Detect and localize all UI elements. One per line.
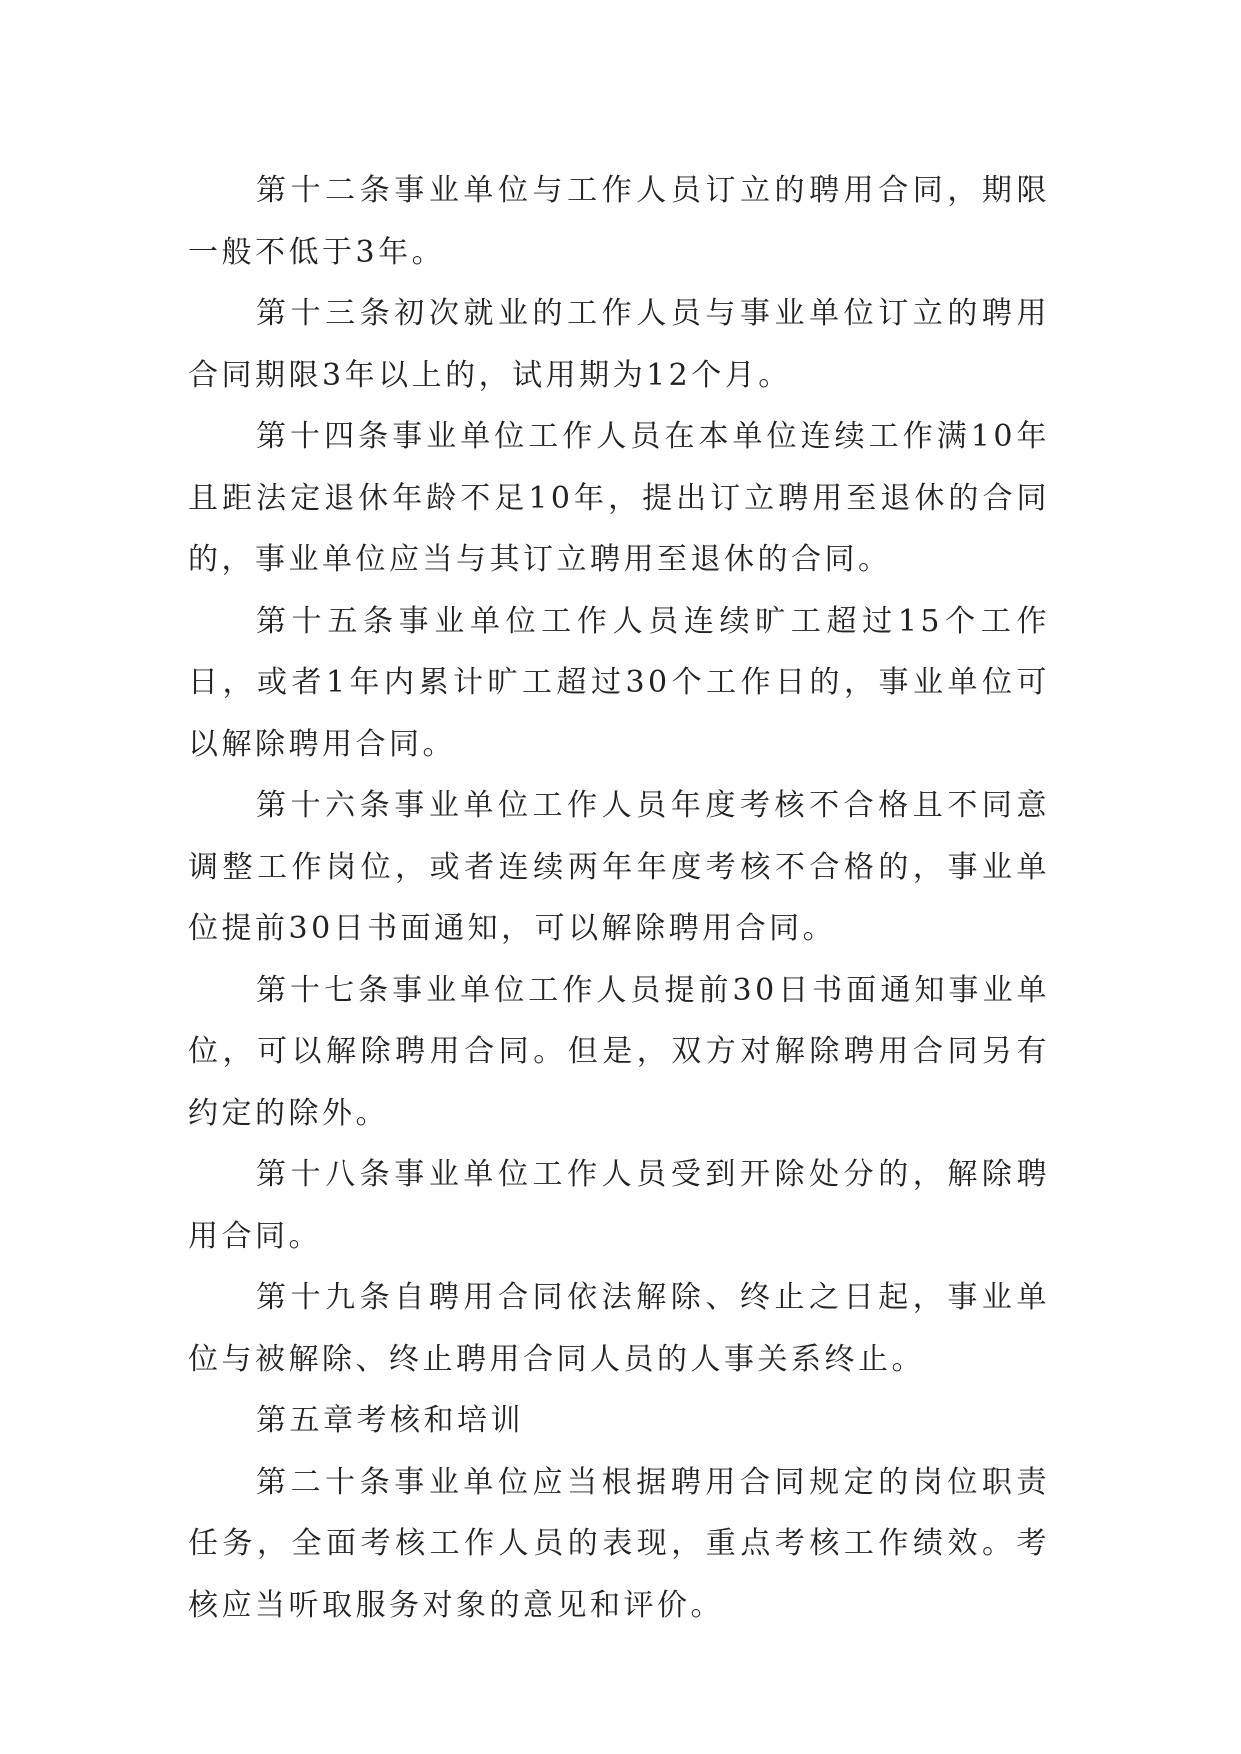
- article-18: 第十八条事业单位工作人员受到开除处分的，解除聘用合同。: [188, 1157, 1050, 1254]
- article-14: 第十四条事业单位工作人员在本单位连续工作满10年且距法定退休年龄不足10年，提出订立聘用至退休的合同的，事业单位应当与其订立聘用至退休的合同。: [188, 419, 1050, 577]
- article-16: 第十六条事业单位工作人员年度考核不合格且不同意调整工作岗位，或者连续两年年度考核不合格的，事业单位提前30日书面通知，可以解除聘用合同。: [188, 788, 1050, 946]
- article-13: 第十三条初次就业的工作人员与事业单位订立的聘用合同期限3年以上的，试用期为12个月。: [188, 296, 1050, 393]
- article-12: 第十二条事业单位与工作人员订立的聘用合同，期限一般不低于3年。: [188, 173, 1050, 270]
- article-19: 第十九条自聘用合同依法解除、终止之日起，事业单位与被解除、终止聘用合同人员的人事关系终止。: [188, 1280, 1050, 1377]
- article-15: 第十五条事业单位工作人员连续旷工超过15个工作日，或者1年内累计旷工超过30个工作日的，事业单位可以解除聘用合同。: [188, 603, 1050, 762]
- article-17: 第十七条事业单位工作人员提前30日书面通知事业单位，可以解除聘用合同。但是，双方对解除聘用合同另有约定的除外。: [188, 972, 1050, 1131]
- article-20: 第二十条事业单位应当根据聘用合同规定的岗位职责任务，全面考核工作人员的表现，重点考核工作绩效。考核应当听取服务对象的意见和评价。: [188, 1464, 1050, 1623]
- document-body: [188, 160, 1050, 1636]
- chapter-heading: 第五章考核和培训: [256, 1403, 524, 1438]
